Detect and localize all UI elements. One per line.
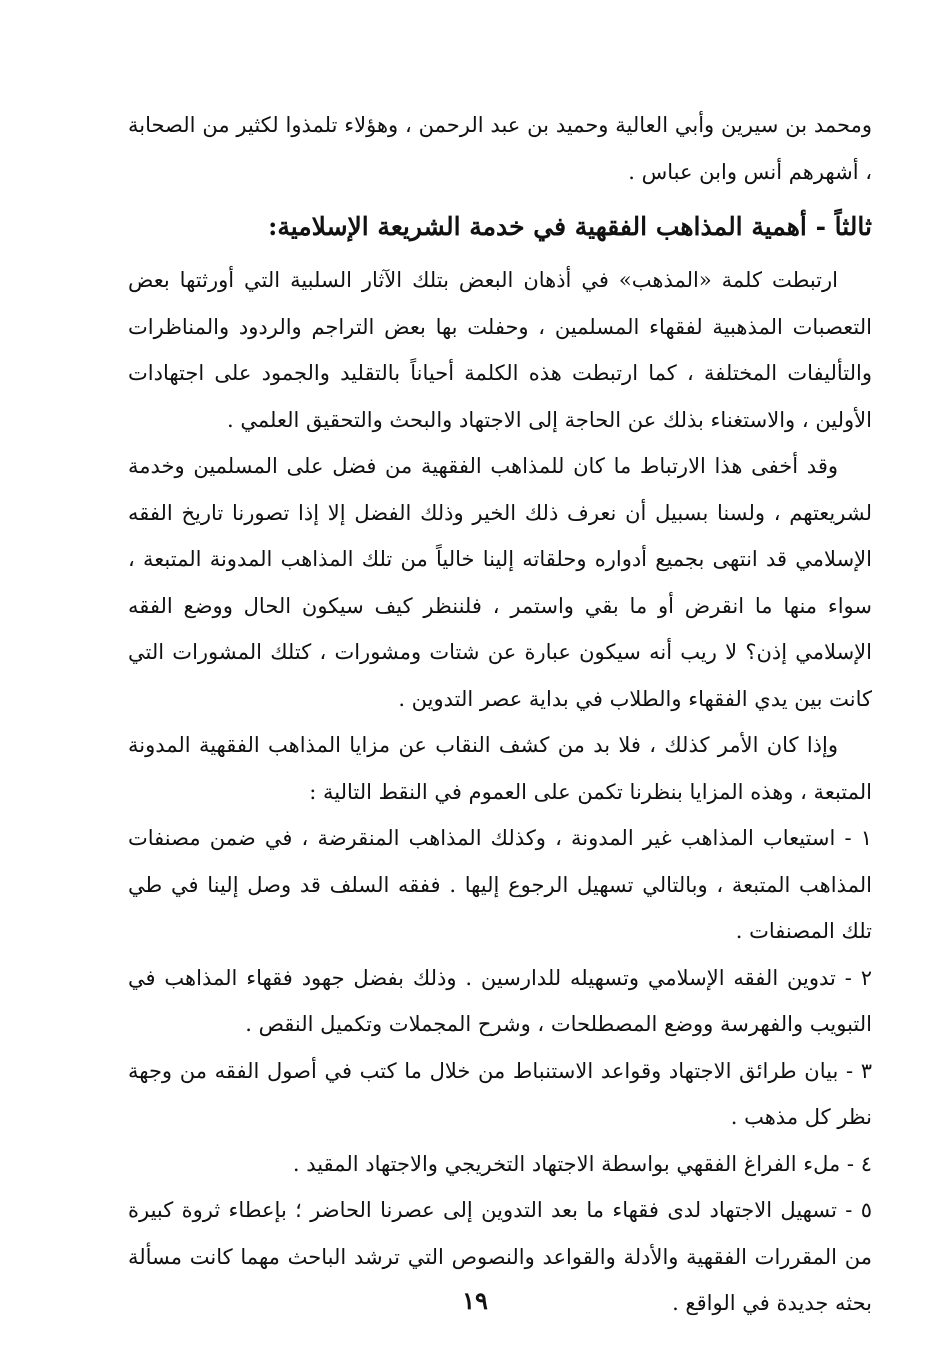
- list-item-2: ٢ - تدوين الفقه الإسلامي وتسهيله للدارسين . وذلك بفضل جهود فقهاء المذاهب في التبويب والفهرسة ووضع المصطلحات ، وشرح المجملات وتكميل النقص .: [128, 965, 872, 1036]
- page-number: ١٩: [462, 1286, 488, 1315]
- intro-paragraph: ومحمد بن سيرين وأبي العالية وحميد بن عبد الرحمن ، وهؤلاء تلمذوا لكثير من الصحابة ، أشهرهم أنس وابن عباس .: [128, 113, 872, 184]
- paragraph-1: ارتبطت كلمة «المذهب» في أذهان البعض بتلك الآثار السلبية التي أورثتها بعض التعصبات المذهبية لفقهاء المسلمين ، وحفلت بها بعض التراجم والردود والمناظرات والتأليفات المختلفة ، كما ارتبطت هذه الكلمة أحياناً بالتقليد والجمود على اجتهادات الأولين ، والاستغناء بذلك عن الحاجة إلى الاجتهاد والبحث والتحقيق العلمي .: [128, 268, 872, 432]
- list-item-1: ١ - استيعاب المذاهب غير المدونة ، وكذلك المذاهب المنقرضة ، في ضمن مصنفات المذاهب المتبعة ، وبالتالي تسهيل الرجوع إليها . ففقه السلف قد وصل إلينا في طي تلك المصنفات .: [128, 826, 872, 943]
- paragraph-2: وقد أخفى هذا الارتباط ما كان للمذاهب الفقهية من فضل على المسلمين وخدمة لشريعتهم ، ولسنا بسبيل أن نعرف ذلك الخير وذلك الفضل إلا إذا تصورنا تاريخ الفقه الإسلامي قد انتهى بجميع أدواره وحلقاته إلينا خالياً من تلك المذاهب المدونة المتبعة ، سواء منها ما انقرض أو ما بقي واستمر ، فلننظر كيف سيكون الحال ووضع الفقه الإسلامي إذن؟ لا ريب أنه سيكون عبارة عن شتات ومشورات ، كتلك المشورات التي كانت بين يدي الفقهاء والطلاب في بداية عصر التدوين .: [128, 454, 872, 711]
- page-body: [128, 102, 872, 1327]
- section-heading: ثالثاً - أهمية المذاهب الفقهية في خدمة الشريعة الإسلامية:: [268, 212, 872, 241]
- list-item-4: ٤ - ملء الفراغ الفقهي بواسطة الاجتهاد التخريجي والاجتهاد المقيد .: [292, 1151, 872, 1176]
- paragraph-3: وإذا كان الأمر كذلك ، فلا بد من كشف النقاب عن مزايا المذاهب الفقهية المدونة المتبعة ، وهذه المزايا بنظرنا تكمن على العموم في النقط التالية :: [128, 733, 872, 804]
- list-item-5: ٥ - تسهيل الاجتهاد لدى فقهاء ما بعد التدوين إلى عصرنا الحاضر ؛ بإعطاء ثروة كبيرة من المقررات الفقهية والأدلة والقواعد والنصوص التي ترشد الباحث مهما كانت مسألة بحثه جديدة في الواقع .: [128, 1198, 872, 1315]
- list-item-3: ٣ - بيان طرائق الاجتهاد وقواعد الاستنباط من خلال ما كتب في أصول الفقه من وجهة نظر كل مذهب .: [128, 1058, 872, 1129]
